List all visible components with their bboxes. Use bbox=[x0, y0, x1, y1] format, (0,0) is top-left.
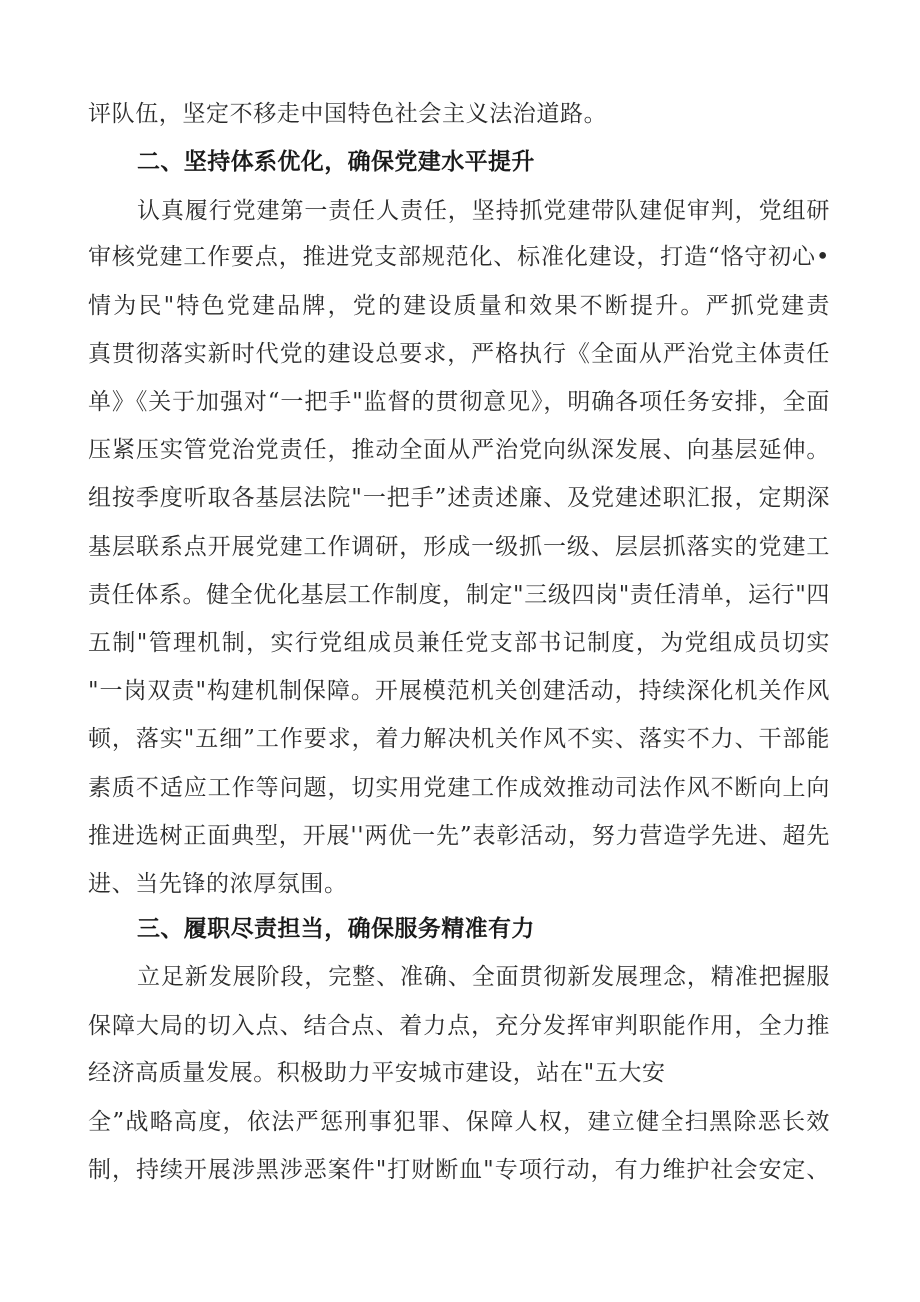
paragraph-line: "一岗双责"构建机制保障。开展模范机关创建活动，持续深化机关作风 bbox=[88, 678, 830, 704]
paragraph-line: 真贯彻落实新时代党的建设总要求，严格执行《全面从严治党主体责任 bbox=[88, 341, 830, 367]
paragraph-line: 经济高质量发展。积极助力平安城市建设，站在"五大安 bbox=[88, 1060, 666, 1086]
paragraph-line: 单》《关于加强对“一把手"监督的贯彻意见》，明确各项任务安排，全面 bbox=[88, 389, 830, 415]
paragraph-line: 压紧压实管党治党责任，推动全面从严治党向纵深发展、向基层延伸。 bbox=[88, 437, 830, 463]
paragraph-line: 进、当先锋的浓厚氛围。 bbox=[88, 871, 348, 897]
paragraph-line: 认真履行党建第一责任人责任，坚持抓党建带队建促审判，党组研 bbox=[137, 198, 830, 224]
paragraph-line: 基层联系点开展党建工作调研，形成一级抓一级、层层抓落实的党建工 bbox=[88, 534, 830, 560]
paragraph-line: 组按季度听取各基层法院"一把手”述责述廉、及党建述职汇报，定期深 bbox=[88, 485, 830, 511]
paragraph-line: 全”战略高度，依法严惩刑事犯罪、保障人权，建立健全扫黑除恶长效 bbox=[88, 1109, 830, 1135]
paragraph-line: 素质不适应工作等问题，切实用党建工作成效推动司法作风不断向上向 bbox=[88, 775, 830, 801]
paragraph-line: 审核党建工作要点，推进党支部规范化、标准化建设，打造“恪守初心• bbox=[88, 244, 830, 270]
section-heading-2: 二、坚持体系优化，确保党建水平提升 bbox=[137, 149, 535, 175]
paragraph-line: 情为民"特色党建品牌，党的建设质量和效果不断提升。严抓党建责 bbox=[88, 293, 830, 319]
paragraph-line: 推进选树正面典型，开展''两优一先”表彰活动，努力营造学先进、超先 bbox=[88, 823, 830, 849]
paragraph-line: 评队伍，坚定不移走中国特色社会主义法治道路。 bbox=[88, 101, 608, 127]
paragraph-line: 责任体系。健全优化基层工作制度，制定"三级四岗"责任清单，运行"四 bbox=[88, 582, 830, 608]
paragraph-line: 保障大局的切入点、结合点、着力点，充分发挥审判职能作用，全力推 bbox=[88, 1013, 830, 1039]
paragraph-line: 立足新发展阶段，完整、准确、全面贯彻新发展理念，精准把握服 bbox=[137, 964, 830, 990]
paragraph-line: 顿，落实"五细”工作要求，着力解决机关作风不实、落实不力、干部能 bbox=[88, 726, 830, 752]
paragraph-line: 制，持续开展涉黑涉恶案件"打财断血"专项行动，有力维护社会安定、 bbox=[88, 1157, 830, 1183]
section-heading-3: 三、履职尽责担当，确保服务精准有力 bbox=[137, 916, 535, 942]
paragraph-line: 五制"管理机制，实行党组成员兼任党支部书记制度，为党组成员切实 bbox=[88, 630, 830, 656]
